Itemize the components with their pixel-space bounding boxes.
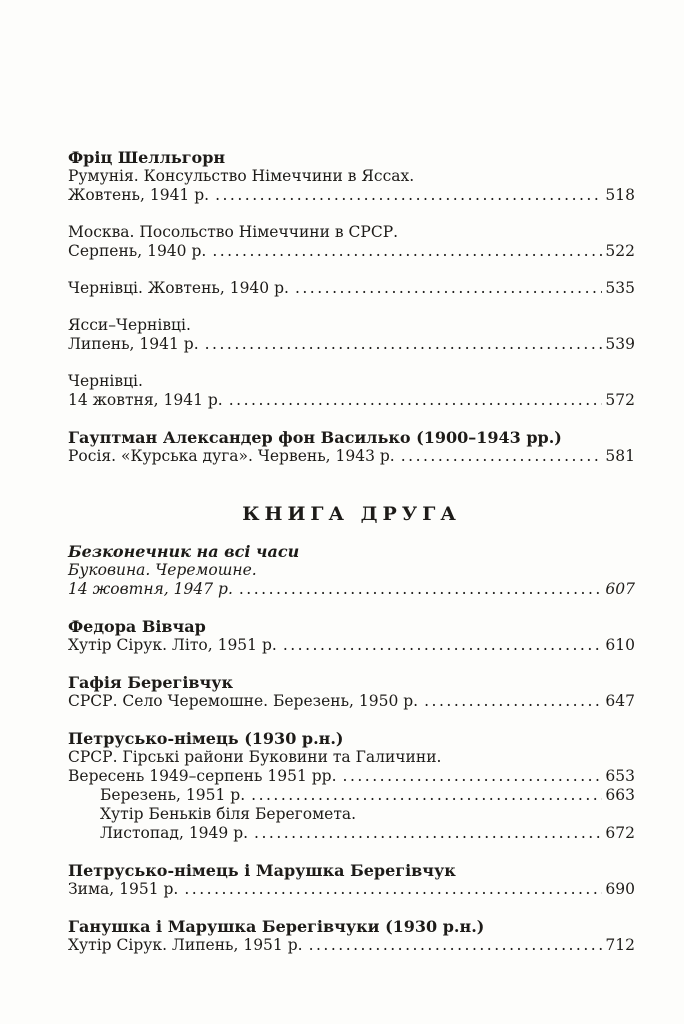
toc-line <box>68 561 635 580</box>
toc-line-text: Буковина. Черемошне. <box>68 561 257 579</box>
toc-line <box>68 767 635 786</box>
toc-line <box>68 936 635 955</box>
toc-line-text: Липень, 1941 р. <box>68 335 199 353</box>
dot-leader <box>215 186 602 205</box>
toc-entry <box>68 542 635 599</box>
page-number: 672 <box>605 824 635 842</box>
toc-line-text: СРСР. Гірські райони Буковини та Галичини. <box>68 748 442 766</box>
entry-title: Петрусько-німець і Марушка Берегівчук <box>68 861 456 880</box>
toc-entry <box>68 148 635 205</box>
page-number: 539 <box>605 335 635 353</box>
entry-title: Федора Вівчар <box>68 617 206 636</box>
toc-line <box>68 391 635 410</box>
toc-line-text: 14 жовтня, 1947 р. <box>68 580 233 598</box>
toc-line-text: Чернівці. Жовтень, 1940 р. <box>68 279 289 297</box>
toc-line <box>68 223 635 242</box>
entry-title: Гафія Берегівчук <box>68 673 234 692</box>
toc-line <box>68 279 635 298</box>
dot-leader <box>184 880 602 899</box>
toc-line-text: Чернівці. <box>68 372 143 390</box>
entry-title: Ганушка і Марушка Берегівчуки (1930 р.н.) <box>68 917 485 936</box>
toc-entry <box>68 729 635 843</box>
page-number: 522 <box>605 242 635 260</box>
entry-title: Безконечник на всі часи <box>68 542 300 561</box>
toc-entry <box>68 279 635 298</box>
toc-line <box>68 316 635 335</box>
toc-line <box>68 805 635 824</box>
page-number: 663 <box>605 786 635 804</box>
toc-line-text: Румунія. Консульство Німеччини в Яссах. <box>68 167 415 185</box>
dot-leader <box>283 636 603 655</box>
toc-entry <box>68 428 635 466</box>
toc-line-text: Березень, 1951 р. <box>100 786 246 804</box>
toc-line <box>68 447 635 466</box>
toc-line-text: Вересень 1949–серпень 1951 рр. <box>68 767 337 785</box>
toc-line-text: СРСР. Село Черемошне. Березень, 1950 р. <box>68 692 419 710</box>
page-number: 712 <box>605 936 635 954</box>
dot-leader <box>309 936 603 955</box>
dot-leader <box>229 391 603 410</box>
toc-line <box>68 335 635 354</box>
book-one-toc <box>68 148 635 466</box>
entry-title: Гауптман Александер фон Василько (1900–1943 рр.) <box>68 428 562 447</box>
toc-line <box>68 636 635 655</box>
toc-line-text: Москва. Посольство Німеччини в СРСР. <box>68 223 399 241</box>
dot-leader <box>295 279 602 298</box>
toc-line-text: Хутір Беньків біля Берегомета. <box>100 805 357 823</box>
page-number: 610 <box>605 636 635 654</box>
page-number: 572 <box>605 391 635 409</box>
toc-line <box>68 186 635 205</box>
toc-entry <box>68 223 635 261</box>
toc-line <box>68 748 635 767</box>
page-number: 647 <box>605 692 635 710</box>
entry-title: Петрусько-німець (1930 р.н.) <box>68 729 344 748</box>
page-number: 607 <box>605 580 635 598</box>
toc-entry <box>68 917 635 955</box>
toc-line <box>68 880 635 899</box>
toc-line-text: Серпень, 1940 р. <box>68 242 207 260</box>
toc-entry <box>68 673 635 711</box>
dot-leader <box>251 786 602 805</box>
page-number: 535 <box>605 279 635 297</box>
toc-line <box>68 692 635 711</box>
toc-line <box>68 824 635 843</box>
dot-leader <box>239 580 603 599</box>
toc-line-text: Зима, 1951 р. <box>68 880 179 898</box>
toc-line-text: Хутір Сірук. Літо, 1951 р. <box>68 636 277 654</box>
toc-line-text: Росія. «Курська дуга». Червень, 1943 р. <box>68 447 395 465</box>
toc-entry <box>68 372 635 410</box>
dot-leader <box>401 447 603 466</box>
dot-leader <box>254 824 602 843</box>
toc-line-text: 14 жовтня, 1941 р. <box>68 391 223 409</box>
dot-leader <box>343 767 603 786</box>
book-two-toc <box>68 542 635 955</box>
entry-title: Фріц Шелльгорн <box>68 148 226 167</box>
dot-leader <box>205 335 603 354</box>
toc-line <box>68 580 635 599</box>
toc-entry <box>68 316 635 354</box>
toc-line <box>68 242 635 261</box>
toc-entry <box>68 861 635 899</box>
toc-line-text: Ясси–Чернівці. <box>68 316 191 334</box>
toc-line <box>68 167 635 186</box>
page-number: 690 <box>605 880 635 898</box>
toc-line-text: Жовтень, 1941 р. <box>68 186 210 204</box>
page-number: 518 <box>605 186 635 204</box>
toc-entry <box>68 617 635 655</box>
dot-leader <box>212 242 602 261</box>
dot-leader <box>424 692 602 711</box>
page-number: 653 <box>605 767 635 785</box>
book-two-heading: КНИГА ДРУГА <box>242 503 461 525</box>
page-number: 581 <box>605 447 635 465</box>
toc-line <box>68 786 635 805</box>
toc-line-text: Хутір Сірук. Липень, 1951 р. <box>68 936 303 954</box>
toc-line <box>68 372 635 391</box>
toc-line-text: Листопад, 1949 р. <box>100 824 249 842</box>
